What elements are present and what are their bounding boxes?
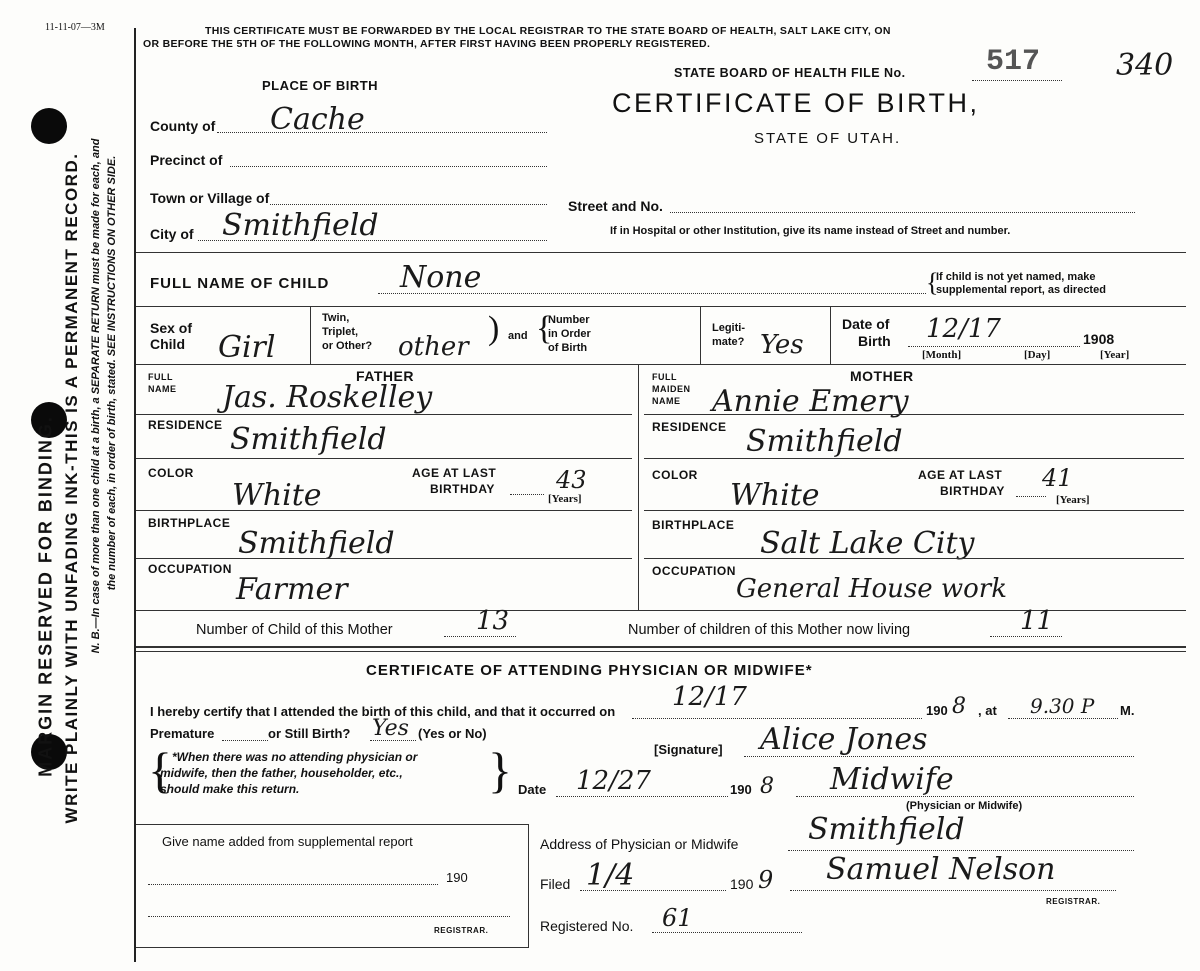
hospital-note: If in Hospital or other Institution, give its name instead of Street and number. — [610, 225, 1011, 237]
mother-color-value: White — [730, 478, 820, 513]
father-birthplace-value: Smithfield — [238, 526, 395, 561]
address-label: Address of Physician or Midwife — [540, 836, 739, 852]
physician-heading: CERTIFICATE OF ATTENDING PHYSICIAN OR MIDWIFE* — [366, 662, 813, 679]
address-value: Smithfield — [808, 812, 965, 847]
instruction-line1: THIS CERTIFICATE MUST BE FORWARDED BY THE LOCAL REGISTRAR TO THE STATE BOARD OF HEALTH, SALT LAKE CITY, ON — [205, 25, 891, 37]
birth-time-value: 9.30 P — [1030, 694, 1095, 718]
child-name-label: FULL NAME OF CHILD — [150, 275, 330, 292]
premature-label: Premature — [150, 726, 215, 741]
living-label: Number of children of this Mother now living — [628, 622, 911, 638]
street-label: Street and No. — [568, 198, 663, 214]
cert-date-label: Date — [518, 782, 547, 797]
dob-year: 1908 — [1083, 331, 1115, 347]
still-birth-value: Yes — [372, 716, 409, 741]
mother-residence-label: RESIDENCE — [652, 420, 727, 434]
child-number-value: 13 — [476, 606, 510, 636]
filed-year-value: 9 — [758, 866, 774, 894]
order-label: Number — [548, 314, 590, 326]
still-birth-label: or Still Birth? — [268, 726, 351, 741]
father-residence-value: Smithfield — [230, 422, 387, 457]
mother-birthplace-label: BIRTHPLACE — [652, 518, 735, 532]
county-label: County of — [150, 118, 216, 134]
name-note-line2: supplemental report, as directed — [936, 284, 1106, 296]
margin-ink-text: WRITE PLAINLY WITH UNFADING INK-THIS IS A PERMANENT RECORD. — [62, 152, 81, 824]
binding-hole-top — [31, 108, 67, 144]
father-occupation-label: OCCUPATION — [148, 562, 232, 576]
registrar-signature: Samuel Nelson — [826, 852, 1056, 887]
filed-value: 1/4 — [586, 858, 635, 893]
birth-date-value: 12/17 — [672, 682, 747, 712]
sex-value: Girl — [218, 330, 276, 365]
living-value: 11 — [1020, 606, 1054, 636]
sex-label-2: Child — [150, 336, 185, 352]
footnote-line1: *When there was no attending physician or — [172, 750, 418, 764]
certificate-title: CERTIFICATE OF BIRTH, — [612, 88, 980, 118]
role-value: Midwife — [830, 762, 954, 797]
mother-occupation-value: General House work — [736, 574, 1007, 604]
and-label: and — [508, 330, 528, 342]
father-name-label: NAME — [148, 384, 177, 394]
mother-color-label: COLOR — [652, 468, 698, 482]
dob-label: Date of — [842, 316, 890, 332]
yes-no-label: (Yes or No) — [418, 726, 487, 741]
precinct-label: Precinct of — [150, 152, 223, 168]
father-color-label: COLOR — [148, 466, 194, 480]
file-no: 517 — [986, 45, 1041, 79]
mother-occupation-label: OCCUPATION — [652, 564, 736, 578]
father-color-value: White — [232, 478, 322, 513]
year-label: [Year] — [1100, 349, 1130, 361]
twin-value: other — [398, 332, 469, 362]
birth-year-value: 8 — [952, 694, 966, 719]
mother-heading: MOTHER — [850, 368, 914, 384]
mother-birthplace-value: Salt Lake City — [760, 526, 975, 561]
cert-year-value: 8 — [760, 774, 774, 799]
form-code: 11-11-07—3M — [45, 22, 105, 33]
signature-value: Alice Jones — [760, 722, 928, 757]
day-label: [Day] — [1024, 349, 1051, 361]
margin-binding-text: MARGIN RESERVED FOR BINDING. — [35, 415, 56, 777]
margin-note-line2: the number of each, in order of birth, stated. SEE INSTRUCTIONS ON OTHER SIDE. — [106, 155, 118, 591]
registered-value: 61 — [662, 904, 693, 932]
child-name-value: None — [400, 260, 482, 295]
child-number-label: Number of Child of this Mother — [196, 622, 393, 638]
month-label: [Month] — [922, 349, 962, 361]
father-years-label: [Years] — [548, 493, 582, 505]
margin-note-line1: N. B.—In case of more than one child at a birth, a SEPARATE RETURN must be made for each, and — [90, 138, 102, 654]
legitimate-value: Yes — [760, 330, 804, 360]
role-label: (Physician or Midwife) — [906, 800, 1023, 812]
supplemental-registrar-label: REGISTRAR. — [434, 926, 489, 935]
sex-label: Sex of — [150, 320, 193, 336]
town-label: Town or Village of — [150, 190, 270, 206]
mother-age-label: AGE AT LAST — [918, 468, 1003, 482]
city-value: Smithfield — [222, 208, 379, 243]
mother-name-label: NAME — [652, 396, 681, 406]
certify-text: I hereby certify that I attended the birth of this child, and that it occurred on — [150, 704, 616, 719]
city-label: City of — [150, 226, 194, 242]
cert-date-value: 12/27 — [576, 766, 651, 796]
father-heading: FATHER — [356, 368, 414, 384]
county-value: Cache — [270, 102, 365, 137]
mother-name-value: Annie Emery — [712, 384, 909, 419]
state-title: STATE OF UTAH. — [754, 130, 902, 147]
father-residence-label: RESIDENCE — [148, 418, 223, 432]
supplemental-heading: Give name added from supplemental report — [162, 834, 413, 849]
filed-label: Filed — [540, 876, 571, 892]
signature-label: [Signature] — [654, 742, 723, 757]
father-age-label: AGE AT LAST — [412, 466, 497, 480]
place-heading: PLACE OF BIRTH — [262, 78, 379, 93]
mother-residence-value: Smithfield — [746, 424, 903, 459]
mother-years-label: [Years] — [1056, 494, 1090, 506]
legitimate-label: Legiti- — [712, 322, 745, 334]
file-no-note: 340 — [1116, 48, 1174, 83]
registered-label: Registered No. — [540, 918, 634, 934]
mother-age-value: 41 — [1042, 464, 1073, 492]
father-birthplace-label: BIRTHPLACE — [148, 516, 231, 530]
file-no-label: STATE BOARD OF HEALTH FILE No. — [674, 66, 906, 80]
father-name-value: Jas. Roskelley — [222, 380, 433, 415]
father-age-value: 43 — [556, 466, 587, 494]
name-note-line1: If child is not yet named, make — [936, 271, 1096, 283]
twin-label: Twin, — [322, 312, 350, 324]
instruction-line2: OR BEFORE THE 5TH OF THE FOLLOWING MONTH, AFTER FIRST HAVING BEEN PROPERLY REGISTERED. — [143, 38, 711, 50]
dob-value: 12/17 — [926, 314, 1001, 344]
father-occupation-value: Farmer — [236, 572, 348, 607]
registrar-label: REGISTRAR. — [1046, 897, 1101, 906]
